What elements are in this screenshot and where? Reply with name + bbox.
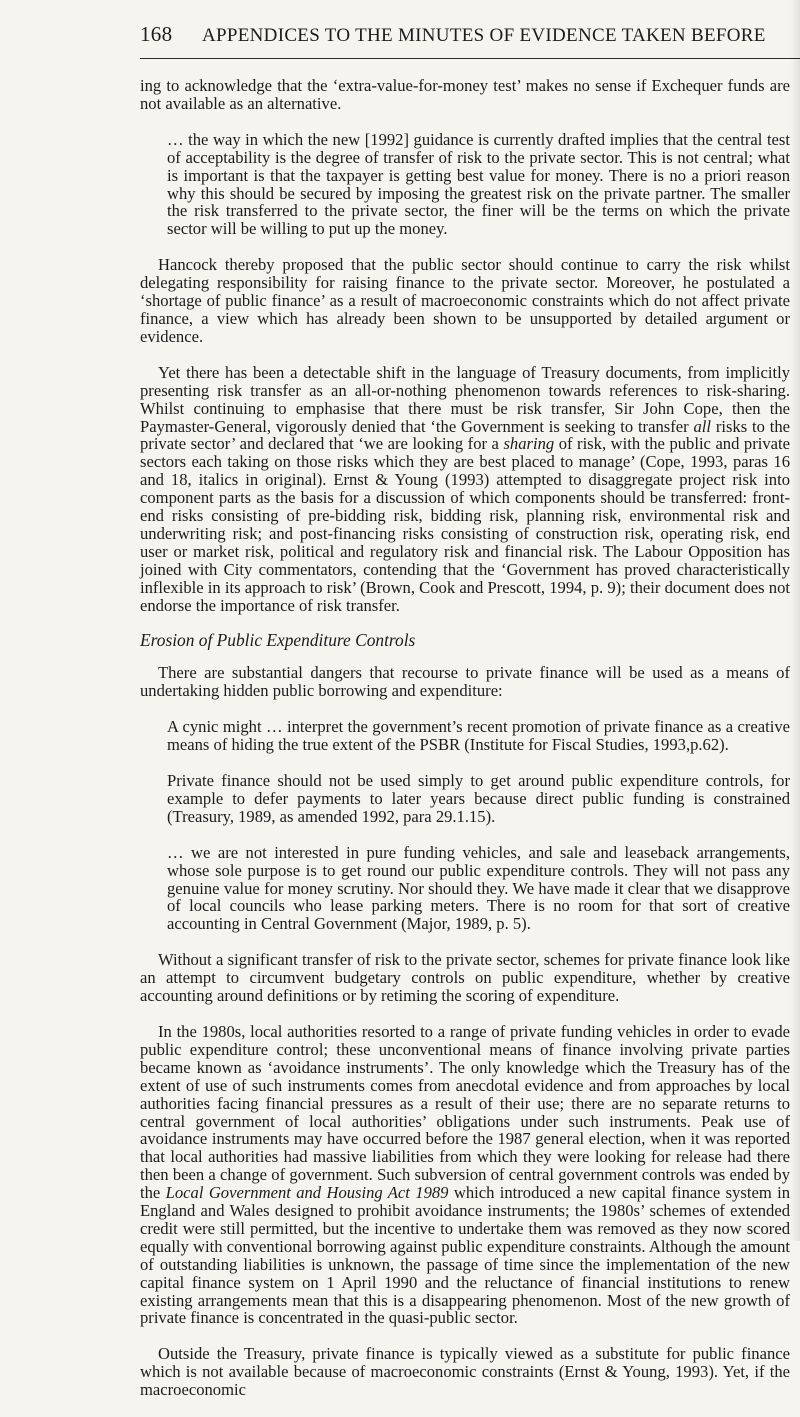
paragraph-local-authorities: [140, 1023, 790, 1327]
paragraph-risk-transfer: Without a significant transfer of risk to the private sector, schemes for private finance look like an attempt to circumvent budgetary controls on public expenditure, whether by creative accounting around definitions or by retiming the scoring of expenditure.: [140, 950, 790, 1006]
page-edge-shadow: [790, 0, 800, 1241]
paragraph-outside-treasury: Outside the Treasury, private finance is typically viewed as a substitute for public finance which is not available because of macroeconomic constraints (Ernst & Young, 1993). Yet, if the macroeconomic: [140, 1344, 790, 1400]
page-number: 168: [140, 22, 173, 46]
body-text: [140, 77, 790, 1417]
local-authorities-text-a: In the 1980s, local authorities resorted to a range of private funding vehicles in order to evade public expenditure control; these unconventional means of finance involving private parties became known as ‘avoidance instruments’. The only knowledge which the Treasury has of the extent of use of such instruments comes from anecdotal evidence and from approaches by local authorities facing financial pressures as a result of their use; there are no separate returns to central government of local authorities’ obligations under such instruments. Peak use of avoidance instruments may have occurred before the 1987 general election, when it was reported that local authorities had massive liabilities from which they were looking for release had there then been a change of government. Such subversion of central government controls was ended by the: [140, 1021, 790, 1203]
running-title: APPENDICES TO THE MINUTES OF EVIDENCE TAKEN BEFORE: [202, 25, 766, 46]
header-rule: [140, 58, 800, 59]
running-head: [140, 22, 790, 52]
risk-sharing-text-b: risks to the private sector’ and declared that ‘we are looking for a: [140, 416, 790, 454]
italic-sharing: sharing: [503, 434, 555, 454]
block-quote-major: … we are not interested in pure funding vehicles, and sale and leaseback arrangements, whose sole purpose is to get round our public expenditure controls. They will not pass any genuine value for money scrutiny. Nor should they. We have made it clear that we disapprove of local councils who lease parking meters. There is no room for that sort of creative accounting in Central Government (Major, 1989, p. 5).: [167, 842, 790, 934]
local-authorities-text-b: which introduced a new capital finance system in England and Wales designed to prohibit avoidance instruments; the 1980s’ schemes of extended credit were still permitted, but the incentive to undertake them was removed as they now scored equally with conventional borrowing against public expenditure constraints. Although the amount of outstanding liabilities is unknown, the passage of time since the implementation of the new capital finance system on 1 April 1990 and the reluctance of financial institutions to renew existing arrangements mean that this is a disappearing phenomenon. Most of the new growth of private finance is concentrated in the quasi-public sector.: [140, 1183, 791, 1328]
block-quote-treasury: Private finance should not be used simply to get around public expenditure controls, for example to defer payments to later years because direct public funding is constrained (Treasury, 1989, as amended 1992, para 29.1.15).: [167, 771, 790, 826]
section-heading: Erosion of Public Expenditure Controls: [140, 630, 416, 651]
block-quote-ifs: A cynic might … interpret the government’s recent promotion of private finance as a creative means of hiding the true extent of the PSBR (Institute for Fiscal Studies, 1993,p.62).: [167, 717, 790, 755]
paragraph-risk-sharing: [140, 364, 790, 615]
paragraph-continued: ing to acknowledge that the ‘extra-value-for-money test’ makes no sense if Exchequer funds are not available as an alternative.: [140, 76, 790, 113]
block-quote-hancock: … the way in which the new [1992] guidance is currently drafted implies that the central test of acceptability is the degree of transfer of risk to the private sector. This is not central; what is important is that the taxpayer is getting best value for money. There is no a priori reason why this should be secured by imposing the greatest risk on the private partner. The smaller the risk transferred to the private sector, the finer will be the terms on which the private sector will be willing to put up the money.: [167, 129, 790, 239]
paragraph-dangers: There are substantial dangers that recourse to private finance will be used as a means of undertaking hidden public borrowing and expenditure:: [140, 663, 790, 701]
italic-act-title: Local Government and Housing Act 1989: [165, 1183, 449, 1203]
risk-sharing-text-c: of risk, with the public and private sectors each taking on those risks which they are best placed to manage’ (Cope, 1993, paras 16 and 18, italics in original). Ernst & Young (1993) attempted to disaggregate project risk into component parts as the basis for a discussion of which components should be transferred: front-end risks consisting of pre-bidding risk, bidding risk, planning risk, environmental risk and underwriting risk; and post-financing risks consisting of construction risk, operating risk, end user or market risk, political and regulatory risk and financial risk. The Labour Opposition has joined with City commentators, contending that the ‘Government has proved characteristically inflexible in its approach to risk’ (Brown, Cook and Prescott, 1994, p. 9); their document does not endorse the importance of risk transfer.: [140, 434, 790, 615]
risk-sharing-text-a: Yet there has been a detectable shift in the language of Treasury documents, from implicitly presenting risk transfer as an all-or-nothing phenomenon towards references to risk-sharing. Whilst continuing to emphasise that there must be risk transfer, Sir John Cope, then the Paymaster-General, vigorously denied that ‘the Government is seeking to transfer: [140, 362, 790, 436]
paragraph-hancock-proposal: Hancock thereby proposed that the public sector should continue to carry the risk whilst delegating responsibility for raising finance to the private sector. Moreover, he postulated a ‘shortage of public finance’ as a result of macroeconomic constraints which do not affect private finance, a view which has already been shown to be unsupported by detailed argument or evidence.: [140, 255, 790, 346]
italic-all: all: [693, 416, 711, 436]
